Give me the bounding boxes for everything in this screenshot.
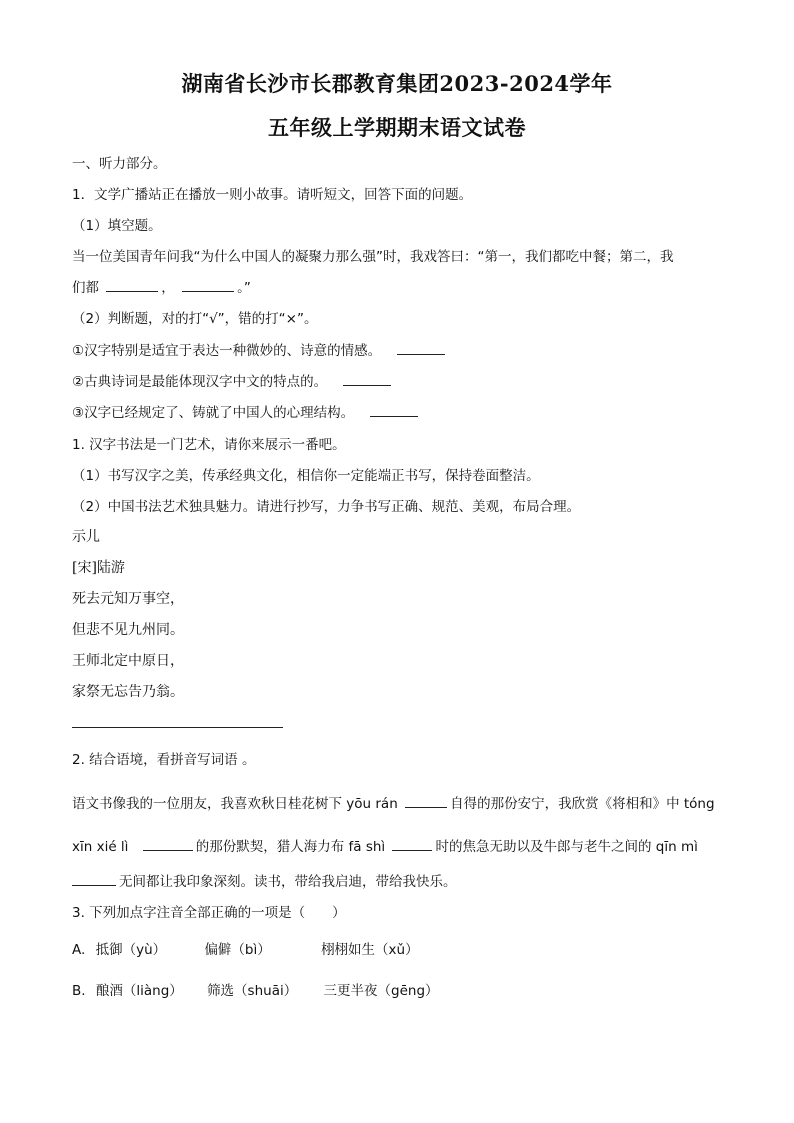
answer-blank[interactable] [392,837,432,851]
writing-line[interactable] [72,727,283,728]
exam-title-line1: 湖南省长沙市长郡教育集团2023-2024学年 [181,71,613,96]
poem-title: 示儿 [72,529,100,545]
pinyin-text: 语文书像我的一位朋友，我喜欢秋日桂花树下 yōu rán [72,796,398,812]
question-2-title: 2. 结合语境，看拼音写词语 。 [72,752,256,768]
judge-text: ②古典诗词是最能体现汉字中文的特点的。 [72,374,328,390]
calligraphy-part2: （2）中国书法艺术独具魅力。请进行抄写，力争书写正确、规范、美观，布局合理。 [72,499,581,515]
question-3-title: 3. 下列加点字注音全部正确的一项是（ ） [72,905,346,921]
poem-author: [宋]陆游 [72,560,125,576]
section-heading: 一、听力部分。 [72,156,167,172]
option-word: 抵御（yù） [95,942,167,958]
question-1-intro: 1．文学广播站正在播放一则小故事。请听短文，回答下面的问题。 [72,187,473,203]
option-word: 栩栩如生（xǔ） [321,942,419,958]
answer-blank[interactable] [72,872,116,886]
pinyin-text: xīn xié lì [72,839,129,855]
question-2-line3 [72,870,457,890]
calligraphy-part1: （1）书写汉字之美，传承经典文化，相信你一定能端正书写，保持卷面整洁。 [72,468,540,484]
calligraphy-question: 1. 汉字书法是一门艺术，请你来展示一番吧。 [72,437,346,453]
question-1-fill-line-a: 当一位美国青年问我“为什么中国人的凝聚力那么强”时，我戏答曰：“第一，我们都吃中餐；第二，我 [72,249,674,265]
question-1-part2: （2）判断题，对的打“√”，错的打“×”。 [72,311,318,327]
pinyin-text: 无间都让我印象深刻。读书，带给我启迪，带给我快乐。 [119,874,457,890]
question-1-fill-line-b [72,276,251,296]
question-2-line2 [72,835,698,855]
answer-blank[interactable] [106,278,158,292]
answer-blank[interactable] [397,341,445,355]
judge-item-3 [72,401,421,421]
judge-item-2 [72,370,394,390]
exam-title-line2: 五年级上学期期末语文试卷 [268,115,526,140]
answer-blank[interactable] [143,837,193,851]
question-2-line1 [72,792,715,812]
pinyin-text: 的那份默契，猎人海力布 fā shì [195,839,386,855]
option-word: 三更半夜（gēng） [323,983,439,999]
answer-blank[interactable] [405,794,447,808]
fill-end: 。” [237,280,251,296]
fill-separator: ， [161,280,175,296]
judge-text: ③汉字已经规定了、铸就了中国人的心理结构。 [72,405,355,421]
answer-blank[interactable] [182,278,234,292]
option-label: A. [72,942,86,958]
answer-blank[interactable] [370,403,418,417]
question-3-option-b[interactable] [72,979,439,999]
pinyin-text: 自得的那份安宁，我欣赏《将相和》中 tóng [450,796,715,812]
pinyin-text: 时的焦急无助以及牛郎与老牛之间的 qīn mì [435,839,698,855]
poem-line: 王师北定中原日， [72,653,184,669]
option-word: 酿酒（liàng） [95,983,183,999]
answer-blank[interactable] [343,372,391,386]
poem-line: 但悲不见九州同。 [72,622,184,638]
poem-line: 死去元知万事空， [72,591,184,607]
judge-item-1 [72,339,448,359]
question-1-part1: （1）填空题。 [72,218,162,234]
option-word: 偏僻（bì） [204,942,271,958]
poem-line: 家祭无忘告乃翁。 [72,684,184,700]
question-3-option-a[interactable] [72,938,419,958]
fill-prefix: 们都 [72,280,99,296]
judge-text: ①汉字特别是适宜于表达一种微妙的、诗意的情感。 [72,343,382,359]
option-word: 筛选（shuāi） [207,983,298,999]
option-label: B. [72,983,86,999]
